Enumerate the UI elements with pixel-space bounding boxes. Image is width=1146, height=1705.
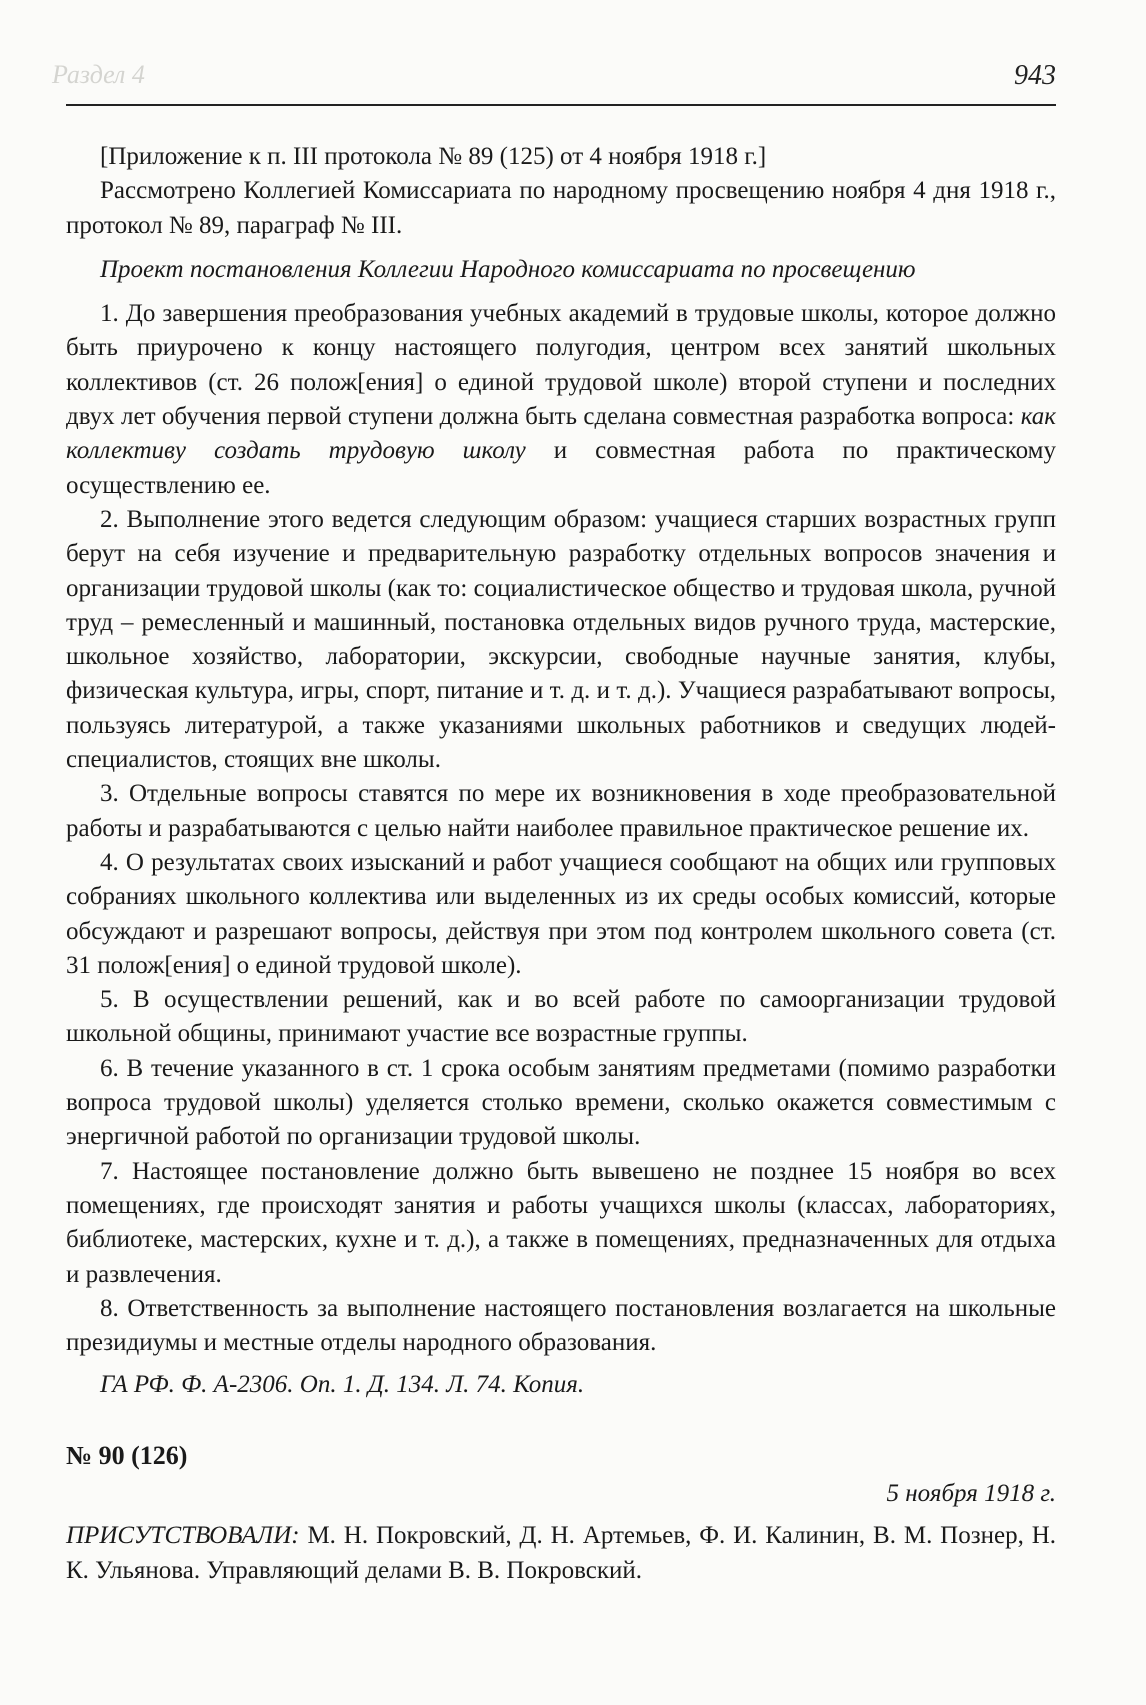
appendix-reference: [Приложение к п. III протокола № 89 (125) от 4 ноября 1918 г.] [100, 143, 767, 170]
page [52, 0, 1056, 1705]
attendees-label: ПРИСУТСТВОВАЛИ: [66, 1522, 300, 1550]
item-3: 3. Отдельные вопросы ставятся по мере их возникновения в ходе преобразовательной работы и разрабатываются с целью найти наиболее правильное практическое решение их. [66, 780, 1056, 842]
attendees [66, 1519, 1056, 1588]
item-8: 8. Ответственность за выполнение настоящего постановления возлагается на школьные президиумы и местные отделы народного образования. [66, 1294, 1056, 1357]
item-5: 5. В осуществлении решений, как и во всей работе по самоорганизации трудовой школьной общины, принимают участие все возрастные группы. [66, 986, 1056, 1048]
document-body [66, 140, 1056, 1588]
item-6: 6. В течение указанного в ст. 1 срока особым занятиям предметами (помимо разработки вопроса трудовой школы) уделяется столько времени, сколько окажется совместимым с энергичной работой по организации трудовой школы. [66, 1054, 1056, 1151]
page-header [52, 58, 1056, 106]
resolution-title: Проект постановления Коллегии Народного комиссариата по просвещению [100, 255, 916, 283]
archive-source: ГА РФ. Ф. А-2306. Оп. 1. Д. 134. Л. 74. Копия. [100, 1371, 585, 1399]
item-4: 4. О результатах своих изысканий и работ учащиеся сообщают на общих или групповых собраниях школьного коллектива или выделенных из их среды особых комиссий, которые обсуждают и разрешают вопросы, действуя при этом под контролем школьного совета (ст. 31 полож[ения] о единой трудовой школе). [66, 848, 1056, 979]
document-number: № 90 (126) [66, 1440, 188, 1470]
running-head: Раздел 4 [52, 60, 145, 89]
item-1-text-a: 1. До завершения преобразования учебных академий в трудовые школы, которое должно быть приурочено к концу настоящего полугодия, центром всех занятий школьных коллективов (ст. 26 полож[ения] о единой трудовой школе) второй ступени и последних двух лет обучения первой ступени должна быть сделана совместная разработка вопроса: [66, 300, 1056, 431]
document-date: 5 ноября 1918 г. [886, 1479, 1056, 1507]
item-1-emphasis: как коллективу создать трудовую школу [66, 403, 1056, 465]
item-1 [66, 297, 1056, 503]
review-note: Рассмотрено Коллегией Комиссариата по народному просвещению ноября 4 дня 1918 г., протокол № 89, параграф № III. [66, 177, 1056, 239]
page-number: 943 [1014, 60, 1056, 91]
item-2: 2. Выполнение этого ведется следующим образом: учащиеся старших возрастных групп берут на себя изучение и предварительную разработку отдельных вопросов значения и организации трудовой школы (как то: социалистическое общество и трудовая школа, ручной труд – ремесленный и машинный, постановка отдельных видов ручного труда, мастерские, школьное хозяйство, лаборатории, экскурсии, свободные научные занятия, клубы, физическая культура, игры, спорт, питание и т. д. и т. д.). Учащиеся разрабатывают вопросы, пользуясь литературой, а также указаниями школьных работников и сведущих людей-специалистов, стоящих вне школы. [66, 505, 1056, 774]
item-7: 7. Настоящее постановление должно быть вывешено не позднее 15 ноября во всех помещениях, где происходят занятия и работы учащихся школы (классах, лабораториях, библиотеке, мастерских, кухне и т. д.), а также в помещениях, предназначенных для отдыха и развлечения. [66, 1157, 1056, 1288]
item-1-text-b: и совместная работа по практическому осуществлению ее. [66, 437, 1056, 499]
attendees-list: М. Н. Покровский, Д. Н. Артемьев, Ф. И. Калинин, В. М. Познер, Н. К. Ульянова. Управляющий делами В. В. Покровский. [66, 1522, 1056, 1584]
